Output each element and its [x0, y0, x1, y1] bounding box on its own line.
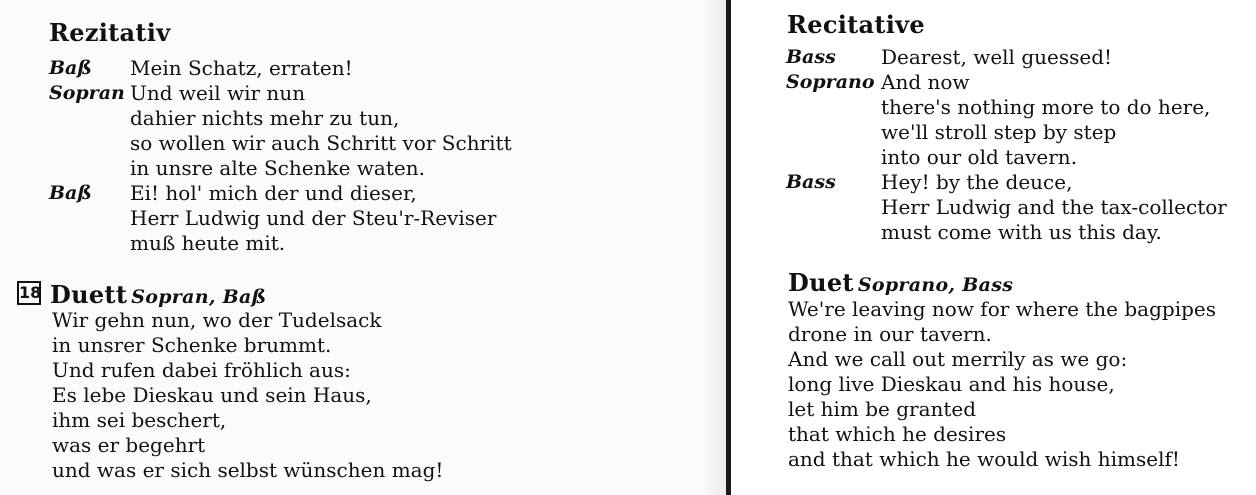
duet-line: in unsrer Schenke brummt. — [52, 333, 332, 357]
recit-line: dahier nichts mehr zu tun, — [130, 106, 400, 130]
recit-line: Herr Ludwig and the tax-collector — [881, 195, 1227, 219]
duet-line: long live Dieskau and his house, — [788, 372, 1115, 396]
speaker-label-bass: Bass — [786, 171, 836, 193]
duet-line: drone in our tavern. — [788, 322, 992, 346]
page-gutter — [726, 0, 731, 495]
duet-heading — [50, 280, 266, 309]
recitative-heading: Rezitativ — [49, 18, 171, 47]
recit-line: so wollen wir auch Schritt vor Schritt — [130, 131, 512, 155]
recit-line: Ei! hol' mich der und dieser, — [130, 181, 417, 205]
duet-line: that which he desires — [788, 422, 1007, 446]
recit-line: Dearest, well guessed! — [881, 45, 1113, 69]
recit-line: there's nothing more to do here, — [881, 95, 1211, 119]
duet-line: und was er sich selbst wünschen mag! — [52, 458, 444, 482]
recit-line: And now — [881, 70, 970, 94]
duet-line: Wir gehn nun, wo der Tudelsack — [52, 308, 382, 332]
speaker-label-soprano: Sopran — [49, 82, 125, 104]
speaker-label-soprano: Soprano — [786, 71, 875, 93]
recit-line: muß heute mit. — [130, 231, 286, 255]
recit-line: Mein Schatz, erraten! — [130, 56, 353, 80]
recit-line: into our old tavern. — [881, 145, 1078, 169]
duet-heading — [788, 268, 1013, 297]
duet-title: Duet — [788, 268, 854, 297]
duet-line: ihm sei beschert, — [52, 408, 227, 432]
page-gutter-shadow — [700, 0, 726, 495]
duet-line: was er begehrt — [52, 433, 206, 457]
english-page — [733, 0, 1256, 495]
duet-line: let him be granted — [788, 397, 977, 421]
recit-line: Und weil wir nun — [130, 81, 306, 105]
recit-line: Hey! by the deuce, — [881, 170, 1073, 194]
duet-voices: Soprano, Bass — [857, 274, 1014, 296]
recit-line: Herr Ludwig und der Steu'r-Reviser — [130, 206, 497, 230]
duet-line: and that which he would wish himself! — [788, 447, 1180, 471]
duet-voices: Sopran, Baß — [131, 286, 267, 308]
duet-line: We're leaving now for where the bagpipes — [788, 297, 1216, 321]
speaker-label-bass: Baß — [49, 57, 92, 79]
duet-line: Es lebe Dieskau und sein Haus, — [52, 383, 372, 407]
duet-line: And we call out merrily as we go: — [788, 347, 1128, 371]
duet-line: Und rufen dabei fröhlich aus: — [52, 358, 351, 382]
recitative-heading: Recitative — [787, 10, 925, 39]
recit-line: in unsre alte Schenke waten. — [130, 156, 425, 180]
duet-title: Duett — [50, 280, 128, 309]
speaker-label-bass: Baß — [49, 182, 92, 204]
speaker-label-bass: Bass — [786, 46, 836, 68]
recit-line: we'll stroll step by step — [881, 120, 1117, 144]
recit-line: must come with us this day. — [881, 220, 1162, 244]
number-box: 18 — [17, 281, 41, 305]
